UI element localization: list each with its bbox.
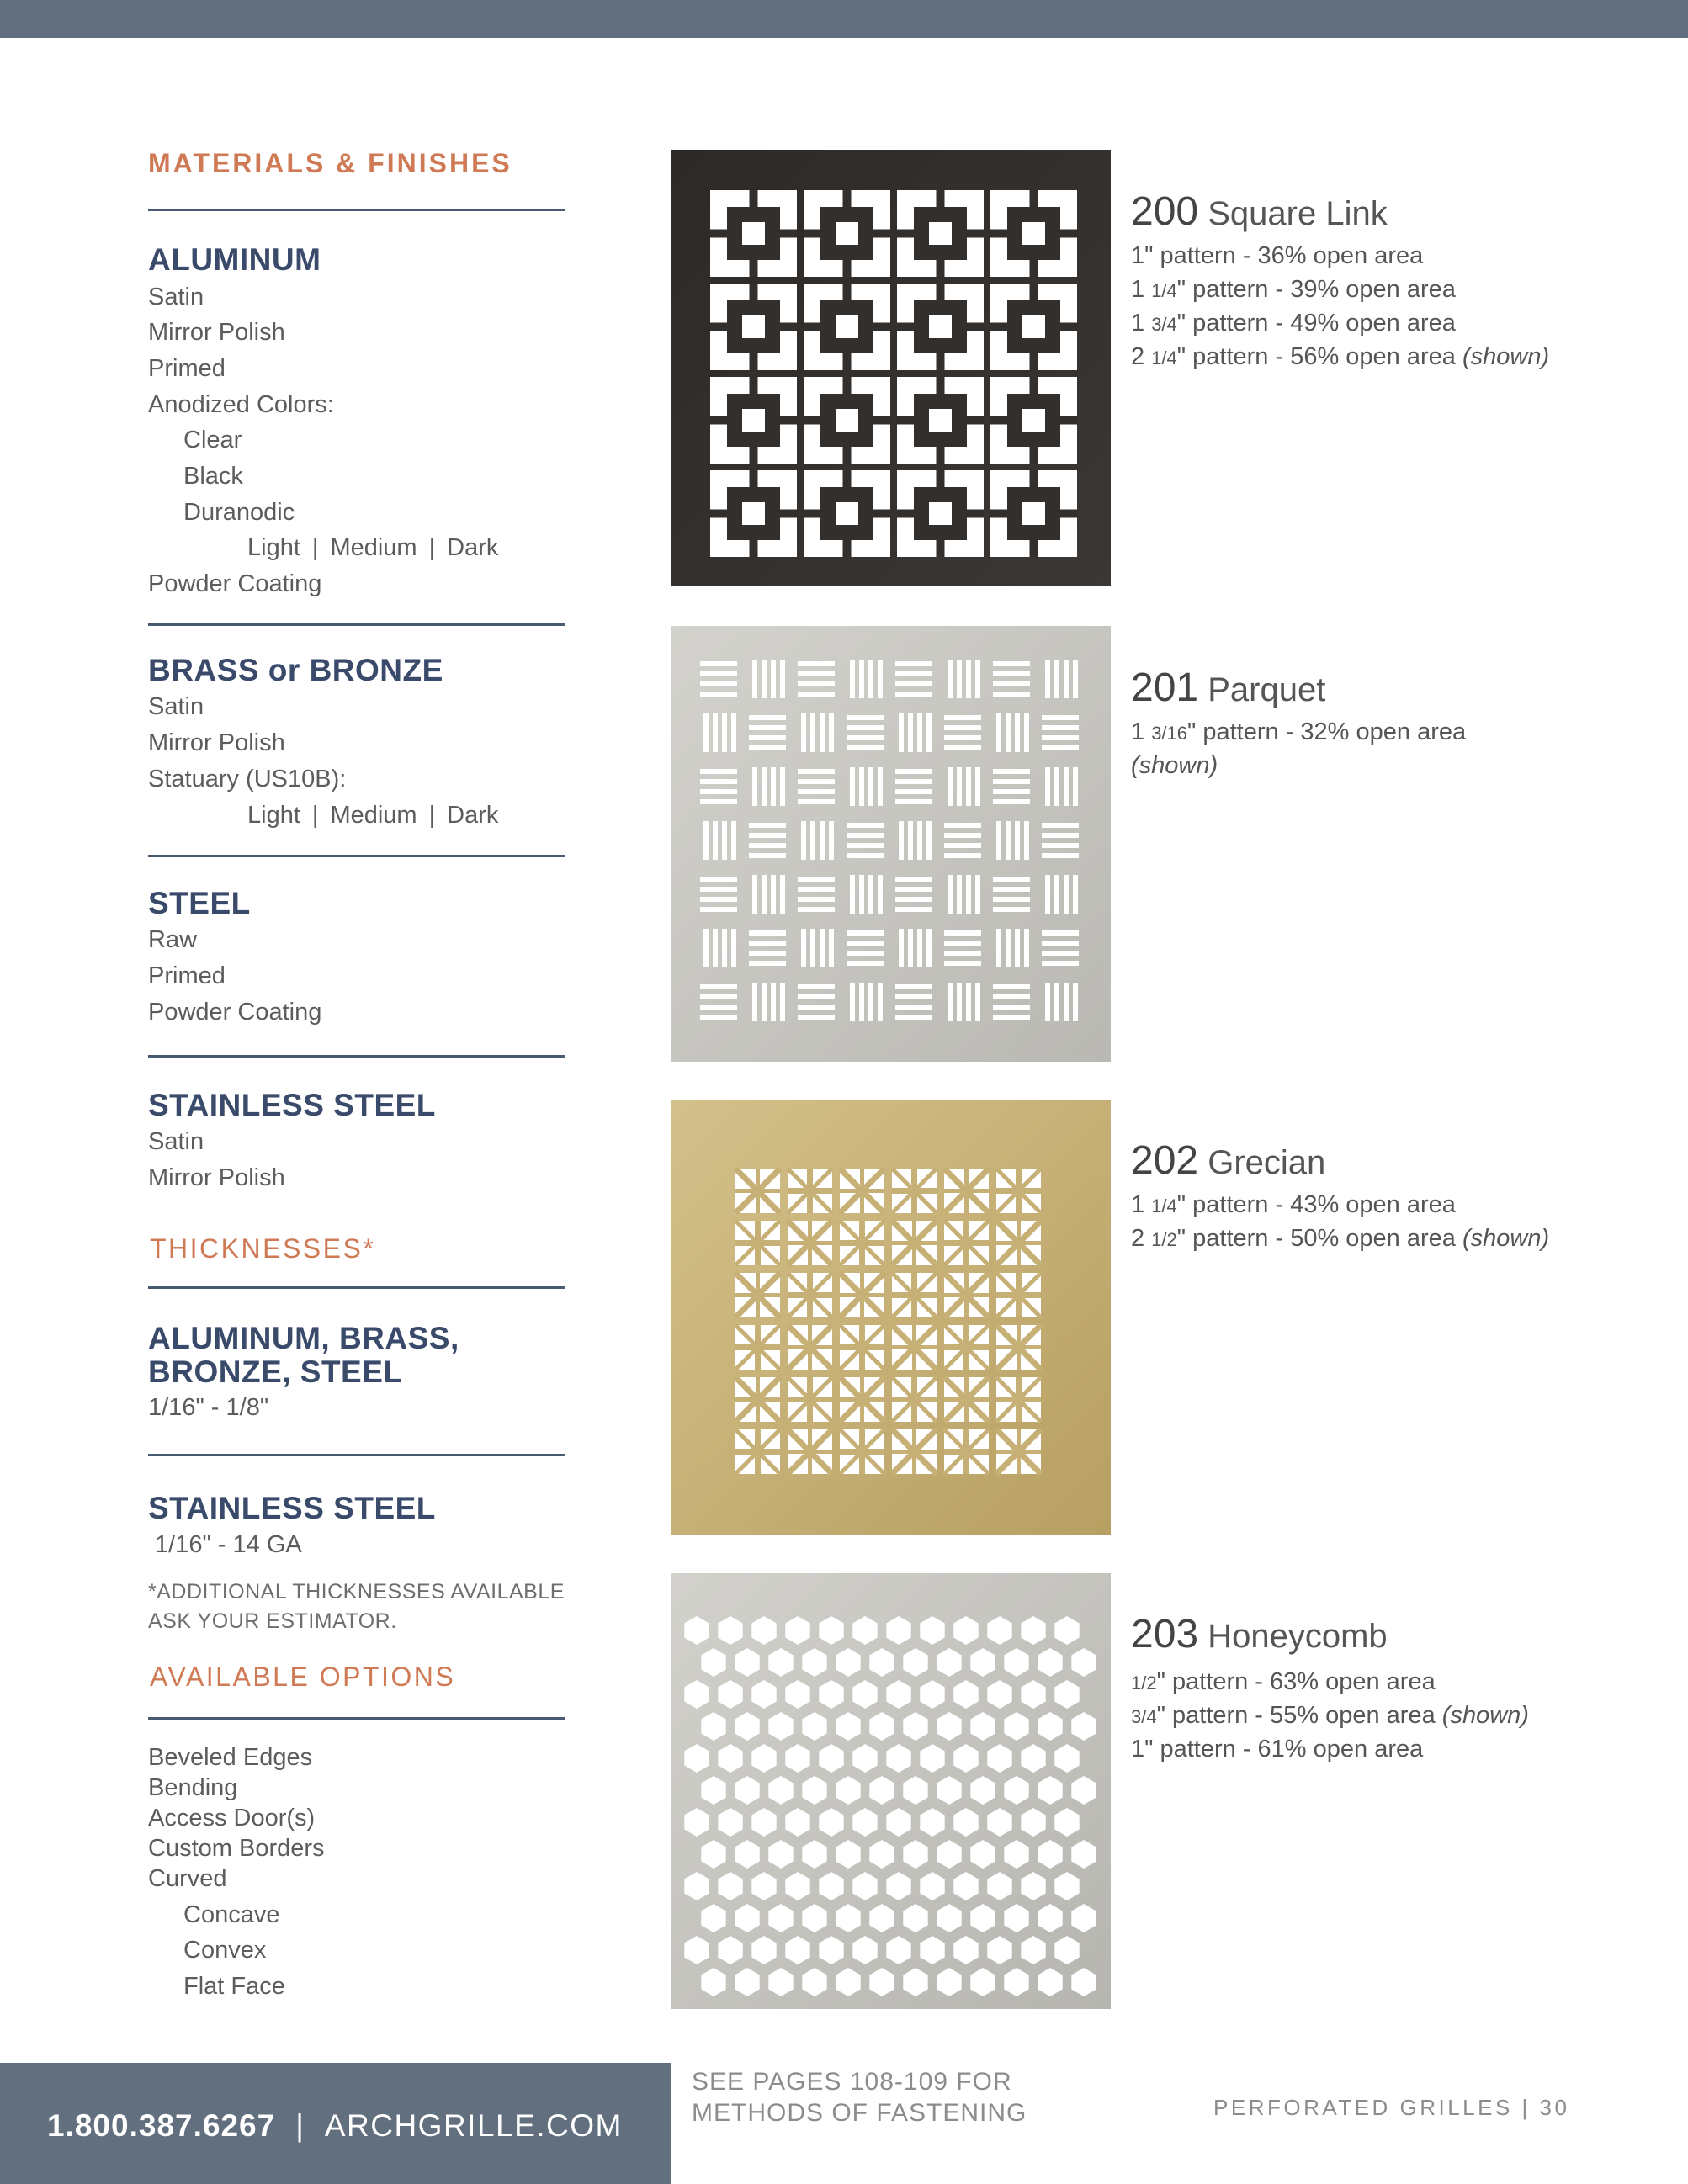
product-title: 202 Grecian — [1131, 1138, 1326, 1183]
product-201-description — [1131, 665, 1678, 783]
list-item: Curved — [148, 1865, 227, 1892]
divider — [148, 855, 565, 857]
product-203-description — [1131, 1611, 1678, 1767]
pattern-line: 1 1/4" pattern - 43% open area — [1131, 1191, 1456, 1218]
list-item: Duranodic — [183, 499, 295, 526]
pattern-line: 1/2" pattern - 63% open area — [1131, 1668, 1436, 1695]
page-footer: PERFORATED GRILLES | 30 — [1213, 2095, 1570, 2120]
fastening-note: SEE PAGES 108-109 FOR METHODS OF FASTENING — [692, 2068, 1027, 2127]
footer-contact-bar — [0, 2063, 671, 2184]
pattern-line: 1 1/4" pattern - 39% open area — [1131, 276, 1456, 303]
options-title: AVAILABLE OPTIONS — [150, 1662, 456, 1692]
honeycomb-grille-image — [671, 1573, 1111, 2009]
pattern-line: 2 1/4" pattern - 56% open area (shown) — [1131, 343, 1550, 370]
list-item: Satin — [148, 693, 204, 720]
list-item: Convex — [183, 1937, 267, 1964]
list-item: Statuary (US10B): — [148, 766, 347, 792]
list-item: Black — [183, 463, 243, 490]
divider — [148, 1055, 565, 1058]
thickness-heading-1: ALUMINUM, BRASS, BRONZE, STEEL — [148, 1321, 459, 1389]
list-item: Anodized Colors: — [148, 391, 334, 418]
product-200-description — [1131, 188, 1678, 374]
top-bar — [0, 0, 1688, 38]
thickness-value: 1/16" - 14 GA — [155, 1531, 302, 1558]
list-item: Primed — [148, 355, 226, 382]
thickness-value: 1/16" - 1/8" — [148, 1394, 269, 1421]
thickness-note: *ADDITIONAL THICKNESSES AVAILABLE ASK YOUR ESTIMATOR. — [148, 1580, 565, 1633]
list-item: Bending — [148, 1774, 238, 1801]
list-item: Custom Borders — [148, 1835, 325, 1862]
stainless-heading: STAINLESS STEEL — [148, 1088, 436, 1122]
aluminum-heading: ALUMINUM — [148, 242, 321, 277]
section-name: PERFORATED GRILLES — [1213, 2095, 1513, 2120]
footer-contact: 1.800.387.6267 | ARCHGRILLE.COM — [47, 2108, 623, 2143]
brass-heading: BRASS or BRONZE — [148, 653, 443, 687]
list-item: Powder Coating — [148, 570, 322, 597]
steel-heading: STEEL — [148, 886, 251, 920]
divider — [148, 209, 565, 211]
list-item: Satin — [148, 1128, 204, 1155]
grecian-grille-image — [671, 1100, 1111, 1535]
pattern-line: 1" pattern - 61% open area — [1131, 1736, 1424, 1763]
thicknesses-title: THICKNESSES* — [150, 1233, 376, 1264]
parquet-grille-image — [671, 626, 1111, 1062]
list-item: Mirror Polish — [148, 1164, 285, 1191]
product-title: 201 Parquet — [1131, 665, 1326, 710]
pattern-line: (shown) — [1131, 752, 1218, 779]
page-number: 30 — [1539, 2095, 1570, 2120]
pattern-line: 1 3/16" pattern - 32% open area — [1131, 718, 1467, 745]
pattern-line: 2 1/2" pattern - 50% open area (shown) — [1131, 1225, 1550, 1252]
list-item: Primed — [148, 962, 226, 989]
list-item: Concave — [183, 1901, 280, 1928]
list-item: Mirror Polish — [148, 319, 285, 346]
product-title: 203 Honeycomb — [1131, 1612, 1388, 1657]
list-item: Satin — [148, 284, 204, 310]
shade-options: Light | Medium | Dark — [247, 802, 499, 829]
divider — [148, 1717, 565, 1720]
pattern-line: 1" pattern - 36% open area — [1131, 242, 1424, 269]
materials-title: MATERIALS & FINISHES — [148, 148, 512, 178]
list-item: Raw — [148, 926, 198, 953]
divider — [148, 1286, 565, 1289]
pattern-line: 3/4" pattern - 55% open area (shown) — [1131, 1702, 1529, 1729]
list-item: Clear — [183, 427, 242, 453]
product-title: 200 Square Link — [1131, 189, 1388, 234]
phone-number[interactable]: 1.800.387.6267 — [47, 2108, 276, 2143]
square-link-grille-image — [671, 150, 1111, 586]
list-item: Mirror Polish — [148, 729, 285, 756]
list-item: Beveled Edges — [148, 1744, 313, 1771]
pattern-line: 1 3/4" pattern - 49% open area — [1131, 310, 1456, 337]
shade-options: Light | Medium | Dark — [247, 534, 499, 561]
product-202-description — [1131, 1137, 1678, 1256]
thickness-heading-2: STAINLESS STEEL — [148, 1491, 436, 1525]
list-item: Powder Coating — [148, 999, 322, 1026]
divider — [148, 1454, 565, 1456]
divider — [148, 623, 565, 626]
list-item: Access Door(s) — [148, 1805, 316, 1831]
list-item: Flat Face — [183, 1973, 285, 2000]
website-link[interactable]: ARCHGRILLE.COM — [324, 2108, 623, 2143]
